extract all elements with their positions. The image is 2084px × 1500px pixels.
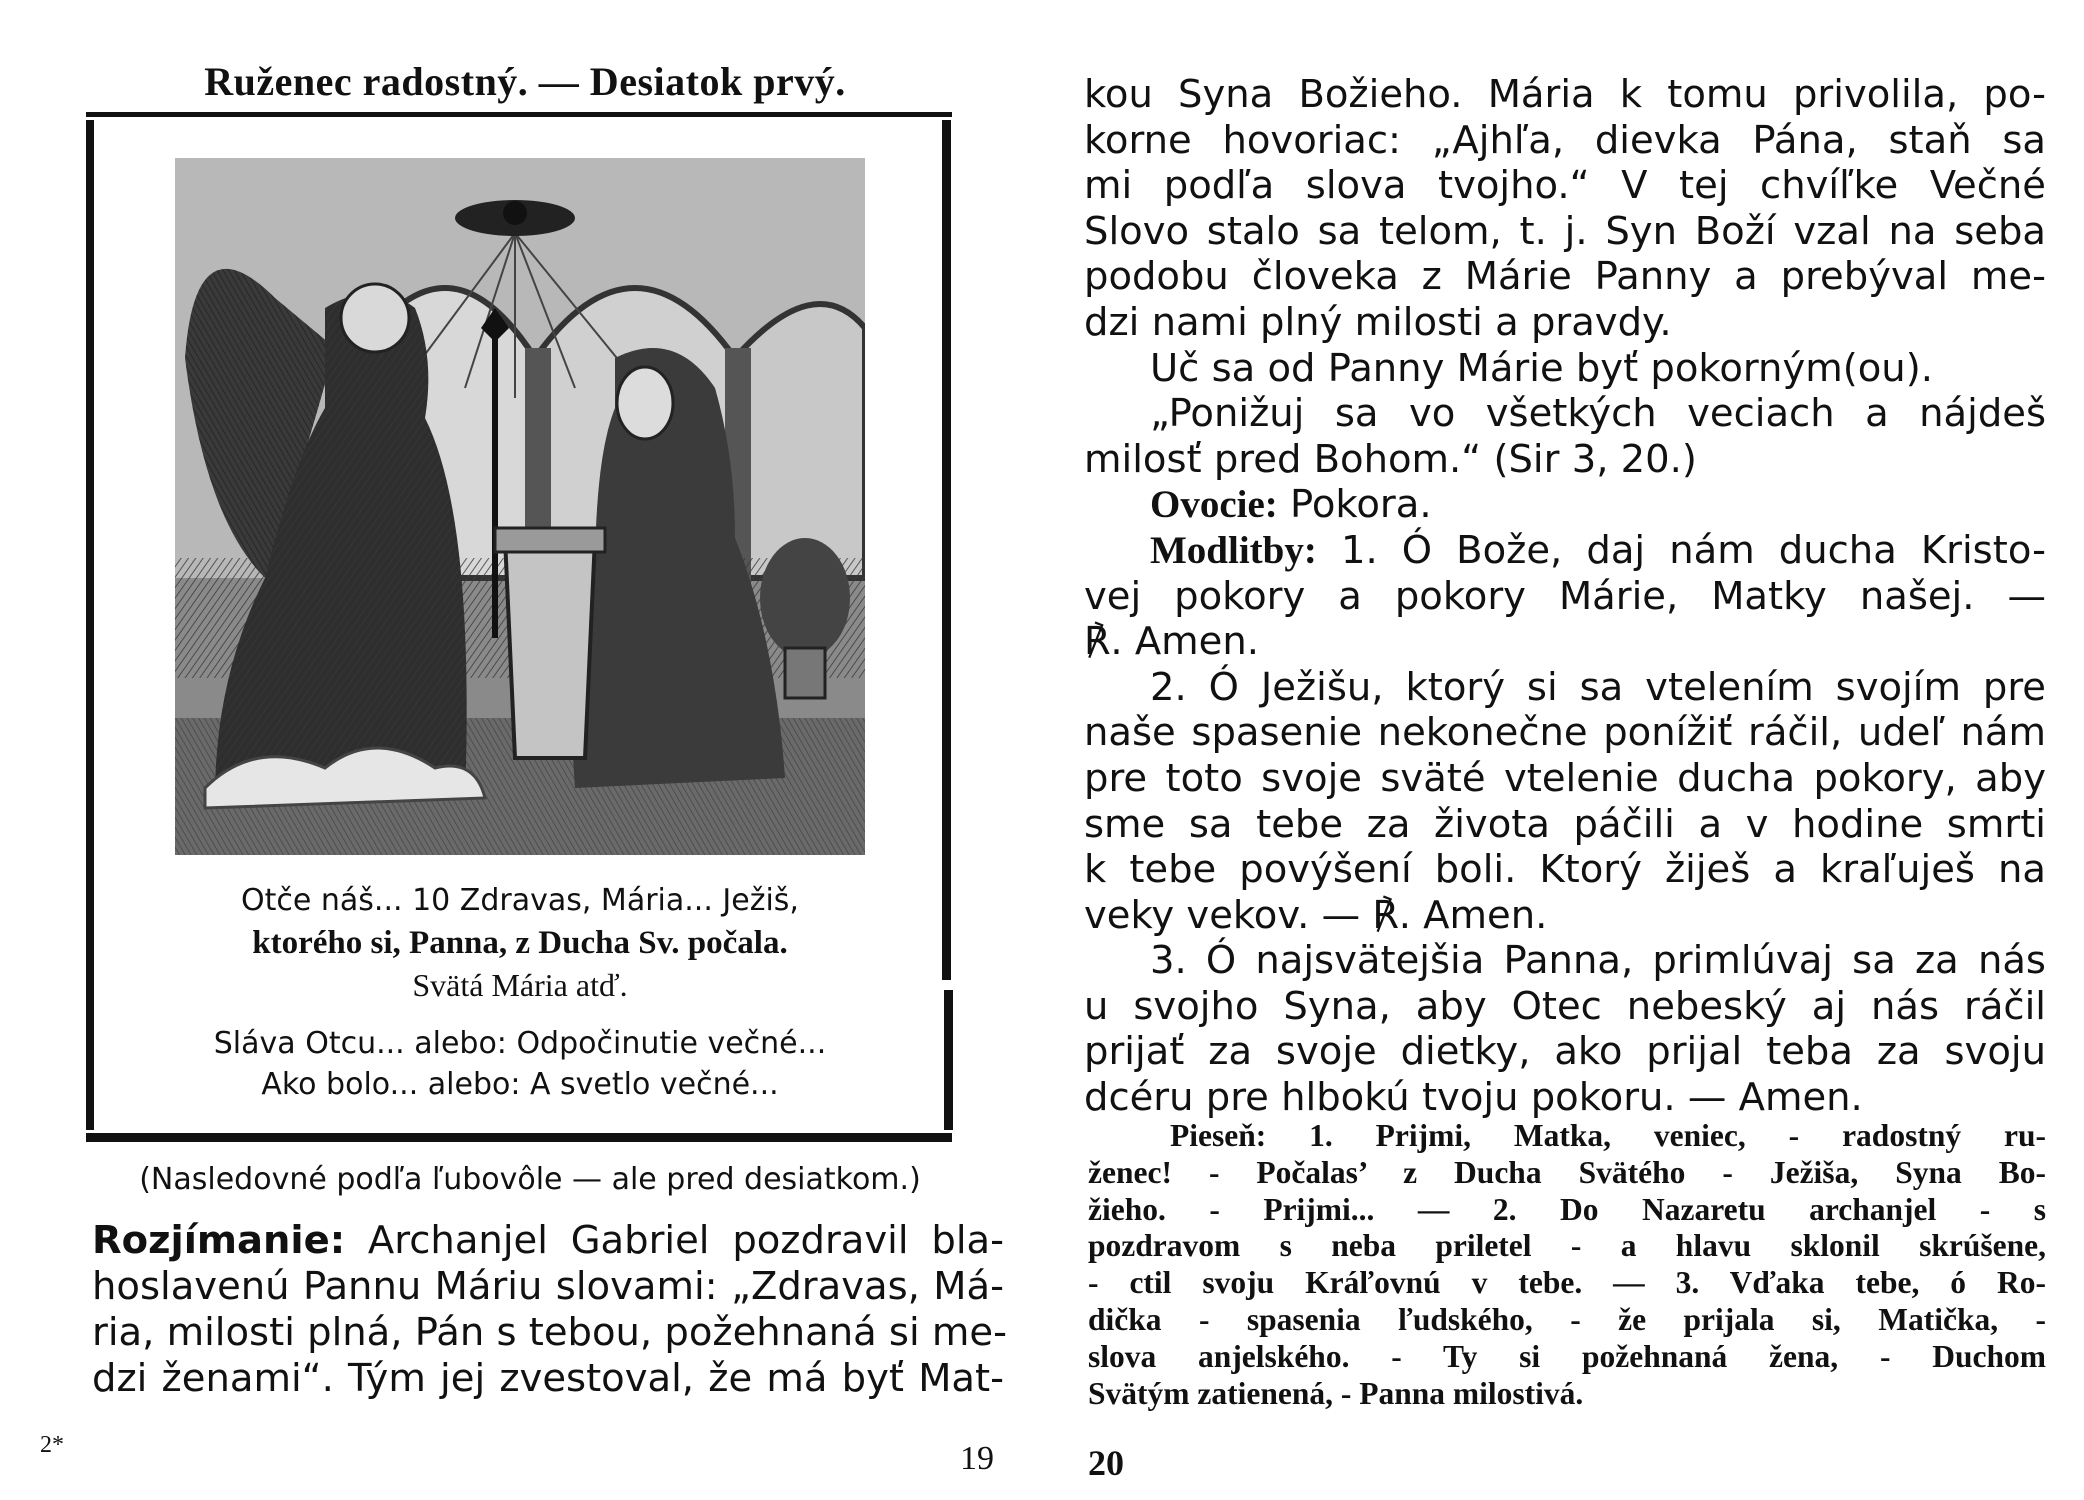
- ako-bolo-line: Ako bolo... alebo: A svetlo večné...: [261, 1067, 779, 1102]
- meditation-label: Rozjímanie:: [92, 1218, 346, 1263]
- prayer2-line: veky vekov. — ℟. Amen.: [1084, 892, 1548, 938]
- prayer1-line-3: ℟. Amen.: [1084, 619, 1259, 665]
- meditation-line-3: ria, milosti plná, Pán s tebou, požehnaná si me-: [92, 1310, 1007, 1355]
- running-head: Ruženec radostný. — Desiatok prvý.: [204, 59, 846, 104]
- meditation-line-2: hoslavenú Pannu Máriu slovami: „Zdravas, Má-: [92, 1264, 1004, 1309]
- prayer2-line: k tebe povýšení boli. Ktorý žiješ a kraľuješ na: [1084, 847, 2046, 893]
- text-line: mi podľa slova tvojho.“ V tej chvíľke Večné: [1084, 163, 2046, 209]
- prayer3-line: prijať za svoje dietky, ako prijal teba za svoju: [1084, 1029, 2046, 1075]
- text-line: dzi nami plný milosti a pravdy.: [1084, 299, 1672, 345]
- frame-right-rule: [942, 120, 951, 980]
- prayer-line-1: Otče náš... 10 Zdravas, Mária... Ježiš,: [241, 883, 799, 918]
- page-number-left: 19: [960, 1440, 994, 1477]
- meditation-line-1: [92, 1218, 1004, 1264]
- learn-line: Uč sa od Panny Márie byť pokorným(ou).: [1150, 345, 1933, 391]
- quote-line-2: milosť pred Bohom.“ (Sir 3, 20.): [1084, 436, 1697, 482]
- prayer2-line: sme sa tebe za života páčili a v hodine smrti: [1084, 801, 2046, 847]
- prayer2-line: 2. Ó Ježišu, ktorý si sa vtelením svojím pre: [1150, 664, 2046, 710]
- song-line: Svätým zatienená, - Panna milostivá.: [1088, 1375, 1584, 1411]
- fruit-label: Ovocie:: [1150, 483, 1278, 527]
- song-line: dička - spasenia ľudského, - že prijala si, Matička, -: [1088, 1301, 2046, 1337]
- page-number-right: 20: [1088, 1443, 1124, 1483]
- text-line: Slovo stalo sa telom, t. j. Syn Boží vzal na seba: [1084, 208, 2046, 254]
- prayers-line-1: [1084, 528, 2046, 574]
- optional-note: (Nasledovné podľa ľubovôle — ale pred desiatkom.): [139, 1162, 921, 1197]
- signature-mark: 2*: [40, 1432, 64, 1458]
- meditation-text-1: Archanjel Gabriel pozdravil bla-: [345, 1218, 1004, 1263]
- fruit-value: Pokora.: [1277, 482, 1432, 528]
- text-line: kou Syna Božieho. Mária k tomu privolila, po-: [1084, 72, 2046, 117]
- song-line: slova anjelského. - Ty si požehnaná žena, - Duchom: [1088, 1338, 2046, 1374]
- fruit-line: [1084, 482, 2046, 528]
- song-line: ženec! - Počalas’ z Ducha Svätého - Ježiša, Syna Bo-: [1088, 1154, 2046, 1190]
- prayer3-line: dcéru pre hlbokú tvoju pokoru. — Amen.: [1084, 1075, 1863, 1121]
- annunciation-illustration: [175, 158, 865, 855]
- prayer-line-3: Svätá Mária atď.: [412, 967, 628, 1003]
- frame-left-rule: [86, 120, 94, 1130]
- right-page-text: [1084, 72, 2046, 1121]
- quote-line-1: „Ponižuj sa vo všetkých veciach a nájdeš: [1150, 391, 2046, 437]
- prayer1-line-2: vej pokory a pokory Márie, Matky našej. —: [1084, 573, 2046, 619]
- prayer-instructions: [120, 880, 920, 1106]
- prayer2-line: pre toto svoje sväté vtelenie ducha pokory, aby: [1084, 755, 2046, 801]
- text-line: podobu človeka z Márie Panny a prebýval me-: [1084, 254, 2046, 300]
- text-line: korne hovoriac: „Ajhľa, dievka Pána, staň sa: [1084, 117, 2046, 163]
- frame-right-rule-lower: [944, 990, 953, 1130]
- prayer3-line: u svojho Syna, aby Otec nebeský aj nás ráčil: [1084, 983, 2046, 1029]
- song-paragraph: [1088, 1118, 2046, 1412]
- song-line: Pieseň: 1. Prijmi, Matka, veniec, - radostný ru-: [1170, 1118, 2046, 1153]
- prayer3-line: 3. Ó najsvätejšia Panna, primlúvaj sa za nás: [1150, 938, 2046, 984]
- meditation-paragraph: [92, 1218, 1007, 1402]
- song-line: žieho. - Prijmi... — 2. Do Nazaretu archanjel - s: [1088, 1191, 2046, 1227]
- prayer1-text: 1. Ó Bože, daj nám ducha Kristo-: [1316, 527, 2046, 573]
- prayer-line-2: ktorého si, Panna, z Ducha Sv. počala.: [252, 925, 788, 961]
- song-line: - ctil svoju Kráľovnú v tebe. — 3. Vďaka tebe, ó Ro-: [1088, 1265, 2046, 1301]
- song-line: pozdravom s neba priletel - a hlavu sklonil skrúšene,: [1088, 1228, 2046, 1264]
- meditation-line-4: dzi ženami“. Tým jej zvestoval, že má byť Mat-: [92, 1356, 1004, 1401]
- prayers-label: Modlitby:: [1150, 528, 1317, 572]
- gloria-line: Sláva Otcu... alebo: Odpočinutie večné...: [213, 1026, 827, 1061]
- right-page: [1042, 0, 2084, 1500]
- prayer2-line: naše spasenie nekonečne ponížiť ráčil, udeľ nám: [1084, 710, 2046, 756]
- annunciation-engraving: [175, 158, 865, 855]
